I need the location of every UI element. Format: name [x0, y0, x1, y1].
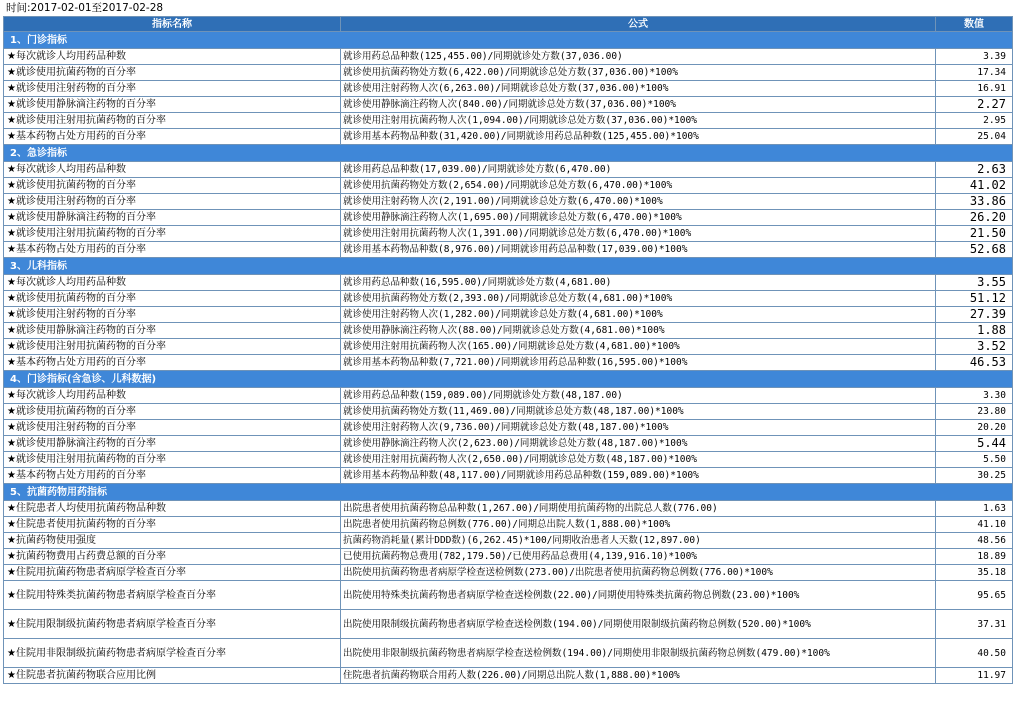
indicator-name: ★就诊使用抗菌药物的百分率 — [4, 404, 341, 420]
indicator-value: 3.39 — [936, 49, 1013, 65]
table-row — [4, 275, 1013, 291]
table-row — [4, 639, 1013, 668]
table-row — [4, 668, 1013, 684]
indicator-formula: 就诊用药总品种数(17,039.00)/同期就诊处方数(6,470.00) — [341, 162, 936, 178]
section-header — [4, 145, 1013, 162]
section-title: 4、门诊指标(含急诊、儿科数据) — [4, 371, 1013, 388]
table-row — [4, 323, 1013, 339]
indicator-value: 52.68 — [936, 242, 1013, 258]
table-row — [4, 468, 1013, 484]
section-header — [4, 371, 1013, 388]
indicator-value: 5.44 — [936, 436, 1013, 452]
indicator-formula: 就诊使用静脉滴注药物人次(1,695.00)/同期就诊总处方数(6,470.00)*100% — [341, 210, 936, 226]
table-row — [4, 194, 1013, 210]
section-header — [4, 258, 1013, 275]
table-row — [4, 49, 1013, 65]
indicator-name: ★就诊使用抗菌药物的百分率 — [4, 65, 341, 81]
indicator-name: ★每次就诊人均用药品种数 — [4, 49, 341, 65]
table-row — [4, 129, 1013, 145]
indicator-value: 18.89 — [936, 549, 1013, 565]
indicator-value: 3.30 — [936, 388, 1013, 404]
indicator-formula: 就诊用药总品种数(159,089.00)/同期就诊处方数(48,187.00) — [341, 388, 936, 404]
indicator-value: 48.56 — [936, 533, 1013, 549]
indicator-name: ★每次就诊人均用药品种数 — [4, 162, 341, 178]
indicator-name: ★住院用特殊类抗菌药物患者病原学检查百分率 — [4, 581, 341, 610]
indicator-name: ★就诊使用注射药物的百分率 — [4, 81, 341, 97]
table-row — [4, 388, 1013, 404]
indicator-formula: 就诊使用注射药物人次(9,736.00)/同期就诊总处方数(48,187.00)*100% — [341, 420, 936, 436]
table-row — [4, 533, 1013, 549]
indicator-name: ★每次就诊人均用药品种数 — [4, 275, 341, 291]
indicator-formula: 出院使用抗菌药物患者病原学检查送检例数(273.00)/出院患者使用抗菌药物总例数(776.00)*100% — [341, 565, 936, 581]
indicator-name: ★住院患者抗菌药物联合应用比例 — [4, 668, 341, 684]
table-row — [4, 113, 1013, 129]
indicator-name: ★就诊使用抗菌药物的百分率 — [4, 178, 341, 194]
indicator-name: ★住院用抗菌药物患者病原学检查百分率 — [4, 565, 341, 581]
indicator-formula: 就诊使用注射药物人次(2,191.00)/同期就诊总处方数(6,470.00)*100% — [341, 194, 936, 210]
indicator-value: 21.50 — [936, 226, 1013, 242]
table-header-row — [4, 17, 1013, 32]
indicator-name: ★就诊使用抗菌药物的百分率 — [4, 291, 341, 307]
indicator-formula: 就诊用药总品种数(125,455.00)/同期就诊处方数(37,036.00) — [341, 49, 936, 65]
table-row — [4, 178, 1013, 194]
table-row — [4, 210, 1013, 226]
indicator-formula: 就诊使用注射用抗菌药物人次(165.00)/同期就诊总处方数(4,681.00)*100% — [341, 339, 936, 355]
indicator-name: ★住院用非限制级抗菌药物患者病原学检查百分率 — [4, 639, 341, 668]
table-row — [4, 581, 1013, 610]
indicator-formula: 就诊使用注射用抗菌药物人次(2,650.00)/同期就诊总处方数(48,187.00)*100% — [341, 452, 936, 468]
indicator-table — [3, 16, 1013, 684]
indicator-formula: 就诊使用抗菌药物处方数(2,393.00)/同期就诊总处方数(4,681.00)*100% — [341, 291, 936, 307]
indicator-value: 30.25 — [936, 468, 1013, 484]
indicator-name: ★抗菌药物使用强度 — [4, 533, 341, 549]
table-row — [4, 65, 1013, 81]
table-row — [4, 517, 1013, 533]
period-label: 时间:2017-02-01至2017-02-28 — [6, 2, 164, 14]
indicator-name: ★就诊使用注射用抗菌药物的百分率 — [4, 226, 341, 242]
indicator-name: ★就诊使用注射药物的百分率 — [4, 194, 341, 210]
table-row — [4, 242, 1013, 258]
table-row — [4, 452, 1013, 468]
section-title: 1、门诊指标 — [4, 32, 1013, 49]
indicator-formula: 就诊用基本药物品种数(8,976.00)/同期就诊用药总品种数(17,039.00)*100% — [341, 242, 936, 258]
indicator-formula: 就诊使用静脉滴注药物人次(840.00)/同期就诊总处方数(37,036.00)*100% — [341, 97, 936, 113]
indicator-name: ★就诊使用静脉滴注药物的百分率 — [4, 323, 341, 339]
table-row — [4, 404, 1013, 420]
indicator-name: ★就诊使用注射用抗菌药物的百分率 — [4, 339, 341, 355]
table-row — [4, 97, 1013, 113]
indicator-formula: 就诊用基本药物品种数(48,117.00)/同期就诊用药总品种数(159,089.00)*100% — [341, 468, 936, 484]
table-row — [4, 549, 1013, 565]
indicator-formula: 出院使用限制级抗菌药物患者病原学检查送检例数(194.00)/同期使用限制级抗菌药物总例数(520.00)*100% — [341, 610, 936, 639]
indicator-value: 2.63 — [936, 162, 1013, 178]
indicator-name: ★基本药物占处方用药的百分率 — [4, 468, 341, 484]
indicator-value: 3.52 — [936, 339, 1013, 355]
indicator-formula: 就诊使用抗菌药物处方数(2,654.00)/同期就诊总处方数(6,470.00)*100% — [341, 178, 936, 194]
column-header-name: 指标名称 — [4, 17, 341, 32]
indicator-value: 1.63 — [936, 501, 1013, 517]
indicator-value: 26.20 — [936, 210, 1013, 226]
indicator-formula: 就诊使用注射用抗菌药物人次(1,094.00)/同期就诊总处方数(37,036.00)*100% — [341, 113, 936, 129]
indicator-name: ★住院患者使用抗菌药物的百分率 — [4, 517, 341, 533]
table-row — [4, 565, 1013, 581]
indicator-value: 17.34 — [936, 65, 1013, 81]
indicator-name: ★就诊使用注射药物的百分率 — [4, 420, 341, 436]
indicator-name: ★基本药物占处方用药的百分率 — [4, 355, 341, 371]
indicator-formula: 就诊使用注射用抗菌药物人次(1,391.00)/同期就诊总处方数(6,470.00)*100% — [341, 226, 936, 242]
indicator-formula: 就诊用基本药物品种数(7,721.00)/同期就诊用药总品种数(16,595.00)*100% — [341, 355, 936, 371]
indicator-value: 46.53 — [936, 355, 1013, 371]
section-header — [4, 32, 1013, 49]
table-row — [4, 610, 1013, 639]
indicator-name: ★抗菌药物费用占药费总额的百分率 — [4, 549, 341, 565]
indicator-value: 16.91 — [936, 81, 1013, 97]
column-header-value: 数值 — [936, 17, 1013, 32]
indicator-value: 51.12 — [936, 291, 1013, 307]
indicator-formula: 出院使用特殊类抗菌药物患者病原学检查送检例数(22.00)/同期使用特殊类抗菌药物总例数(23.00)*100% — [341, 581, 936, 610]
indicator-value: 33.86 — [936, 194, 1013, 210]
indicator-formula: 住院患者抗菌药物联合用药人数(226.00)/同期总出院人数(1,888.00)*100% — [341, 668, 936, 684]
section-title: 5、抗菌药物用药指标 — [4, 484, 1013, 501]
section-title: 3、儿科指标 — [4, 258, 1013, 275]
indicator-name: ★每次就诊人均用药品种数 — [4, 388, 341, 404]
indicator-formula: 就诊使用静脉滴注药物人次(88.00)/同期就诊总处方数(4,681.00)*100% — [341, 323, 936, 339]
indicator-value: 27.39 — [936, 307, 1013, 323]
indicator-value: 95.65 — [936, 581, 1013, 610]
table-row — [4, 436, 1013, 452]
indicator-formula: 就诊使用抗菌药物处方数(6,422.00)/同期就诊总处方数(37,036.00)*100% — [341, 65, 936, 81]
indicator-value: 35.18 — [936, 565, 1013, 581]
indicator-name: ★就诊使用注射用抗菌药物的百分率 — [4, 113, 341, 129]
indicator-formula: 就诊使用注射药物人次(6,263.00)/同期就诊总处方数(37,036.00)*100% — [341, 81, 936, 97]
table-row — [4, 291, 1013, 307]
indicator-formula: 就诊使用抗菌药物处方数(11,469.00)/同期就诊总处方数(48,187.00)*100% — [341, 404, 936, 420]
table-row — [4, 81, 1013, 97]
column-header-formula: 公式 — [341, 17, 936, 32]
indicator-value: 41.10 — [936, 517, 1013, 533]
indicator-name: ★就诊使用注射药物的百分率 — [4, 307, 341, 323]
indicator-name: ★就诊使用静脉滴注药物的百分率 — [4, 210, 341, 226]
indicator-formula: 出院使用非限制级抗菌药物患者病原学检查送检例数(194.00)/同期使用非限制级抗菌药物总例数(479.00)*100% — [341, 639, 936, 668]
indicator-value: 2.95 — [936, 113, 1013, 129]
table-row — [4, 355, 1013, 371]
section-header — [4, 484, 1013, 501]
indicator-value: 5.50 — [936, 452, 1013, 468]
table-row — [4, 420, 1013, 436]
indicator-name: ★基本药物占处方用药的百分率 — [4, 242, 341, 258]
indicator-formula: 就诊使用静脉滴注药物人次(2,623.00)/同期就诊总处方数(48,187.00)*100% — [341, 436, 936, 452]
indicator-value: 25.04 — [936, 129, 1013, 145]
indicator-formula: 就诊用基本药物品种数(31,420.00)/同期就诊用药总品种数(125,455.00)*100% — [341, 129, 936, 145]
table-row — [4, 339, 1013, 355]
indicator-formula: 出院患者使用抗菌药物总例数(776.00)/同期总出院人数(1,888.00)*100% — [341, 517, 936, 533]
indicator-value: 20.20 — [936, 420, 1013, 436]
indicator-name: ★住院用限制级抗菌药物患者病原学检查百分率 — [4, 610, 341, 639]
indicator-formula: 已使用抗菌药物总费用(782,179.50)/已使用药品总费用(4,139,916.10)*100% — [341, 549, 936, 565]
indicator-value: 1.88 — [936, 323, 1013, 339]
indicator-name: ★就诊使用静脉滴注药物的百分率 — [4, 436, 341, 452]
indicator-value: 41.02 — [936, 178, 1013, 194]
indicator-name: ★就诊使用注射用抗菌药物的百分率 — [4, 452, 341, 468]
indicator-value: 11.97 — [936, 668, 1013, 684]
indicator-formula: 出院患者使用抗菌药物总品种数(1,267.00)/同期使用抗菌药物的出院总人数(776.00) — [341, 501, 936, 517]
indicator-value: 23.80 — [936, 404, 1013, 420]
indicator-value: 40.50 — [936, 639, 1013, 668]
indicator-formula: 抗菌药物消耗量(累计DDD数)(6,262.45)*100/同期收治患者人天数(12,897.00) — [341, 533, 936, 549]
indicator-name: ★住院患者人均使用抗菌药物品种数 — [4, 501, 341, 517]
table-row — [4, 501, 1013, 517]
section-title: 2、急诊指标 — [4, 145, 1013, 162]
indicator-formula: 就诊使用注射药物人次(1,282.00)/同期就诊总处方数(4,681.00)*100% — [341, 307, 936, 323]
table-row — [4, 162, 1013, 178]
table-row — [4, 307, 1013, 323]
indicator-name: ★基本药物占处方用药的百分率 — [4, 129, 341, 145]
indicator-name: ★就诊使用静脉滴注药物的百分率 — [4, 97, 341, 113]
indicator-formula: 就诊用药总品种数(16,595.00)/同期就诊处方数(4,681.00) — [341, 275, 936, 291]
indicator-value: 3.55 — [936, 275, 1013, 291]
table-row — [4, 226, 1013, 242]
indicator-value: 37.31 — [936, 610, 1013, 639]
indicator-value: 2.27 — [936, 97, 1013, 113]
